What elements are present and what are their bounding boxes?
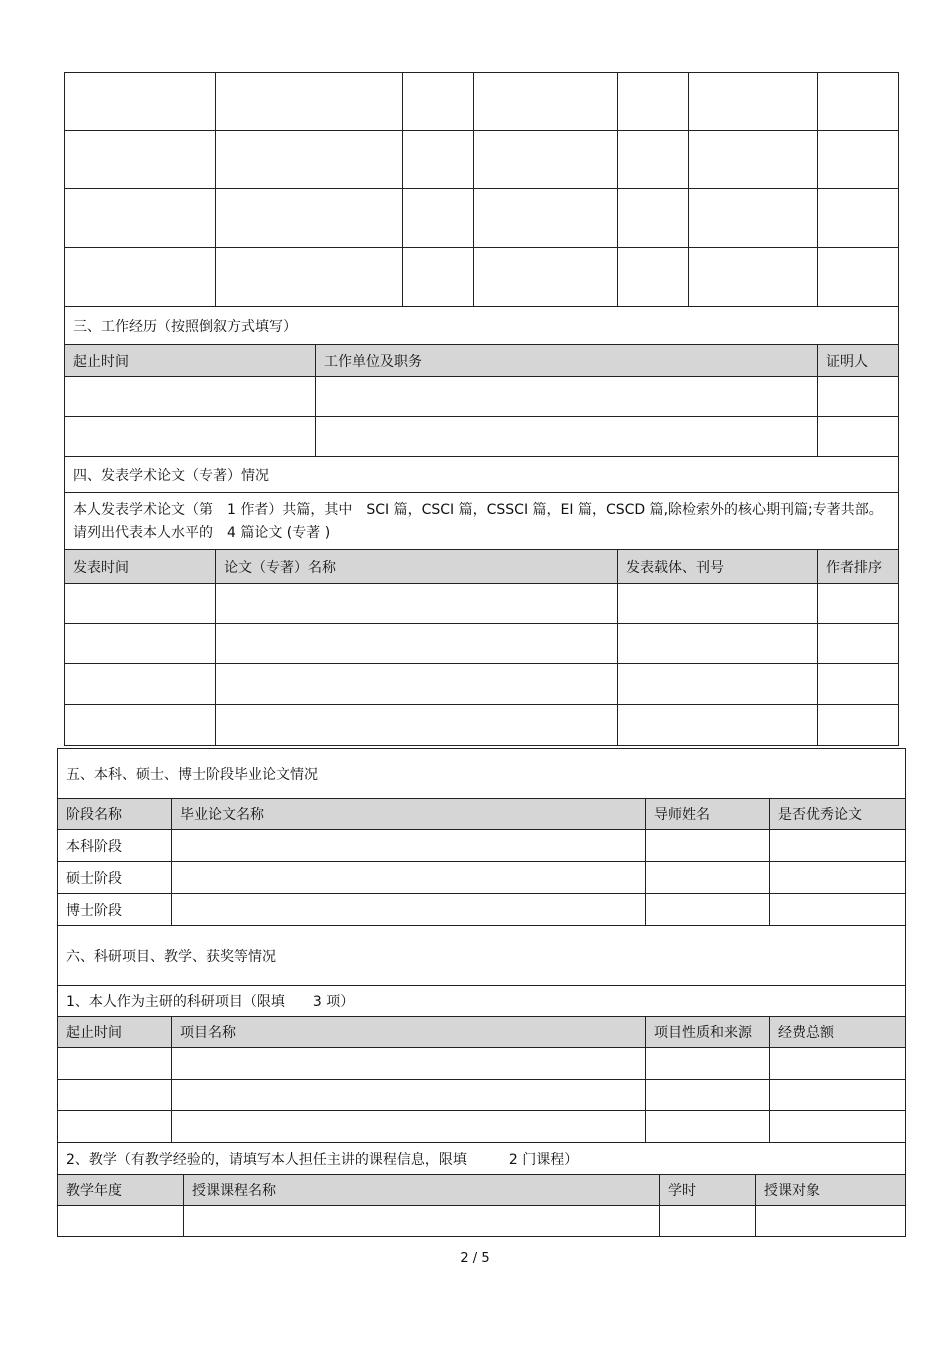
blank-cell[interactable] (474, 189, 618, 248)
blank-cell[interactable] (65, 73, 216, 131)
blank-cell[interactable] (818, 73, 899, 131)
blank-cell[interactable] (65, 377, 316, 417)
blank-cell[interactable] (770, 1111, 906, 1143)
blank-cell[interactable] (316, 417, 818, 457)
blank-cell[interactable] (689, 248, 818, 307)
stage-label-bachelor: 本科阶段 (58, 830, 172, 862)
section-6-sub2-title: 2、教学（有教学经验的，请填写本人担任主讲的课程信息，限填 2 门课程） (58, 1143, 906, 1175)
blank-cell[interactable] (646, 862, 770, 894)
blank-cell[interactable] (65, 248, 216, 307)
blank-cell[interactable] (770, 830, 906, 862)
col-header-teaching-year: 教学年度 (58, 1175, 184, 1206)
blank-cell[interactable] (403, 131, 474, 189)
blank-cell[interactable] (65, 189, 216, 248)
col-header-journal: 发表载体、刊号 (618, 550, 818, 584)
table-row (65, 584, 899, 624)
blank-cell[interactable] (770, 1048, 906, 1080)
blank-cell[interactable] (689, 131, 818, 189)
table-row (65, 664, 899, 705)
table-row (65, 189, 899, 248)
table-row (65, 705, 899, 746)
blank-cell[interactable] (618, 73, 689, 131)
blank-cell[interactable] (646, 1048, 770, 1080)
col-header-period: 起止时间 (65, 345, 316, 377)
blank-cell[interactable] (618, 131, 689, 189)
col-header-referee: 证明人 (818, 345, 899, 377)
col-header-project-source: 项目性质和来源 (646, 1017, 770, 1048)
blank-cell[interactable] (618, 584, 818, 624)
table-row (65, 248, 899, 307)
blank-cell[interactable] (818, 131, 899, 189)
table-row (58, 862, 906, 894)
col-header-course-name: 授课课程名称 (184, 1175, 660, 1206)
blank-cell[interactable] (618, 664, 818, 705)
blank-cell[interactable] (216, 705, 618, 746)
upper-form-table (64, 72, 899, 746)
blank-cell[interactable] (172, 1080, 646, 1111)
blank-cell[interactable] (58, 1111, 172, 1143)
section-6-sub2-header-row (58, 1175, 906, 1206)
blank-cell[interactable] (184, 1206, 660, 1237)
blank-cell[interactable] (216, 584, 618, 624)
table-row (65, 624, 899, 664)
stage-label-master: 硕士阶段 (58, 862, 172, 894)
col-header-pub-date: 发表时间 (65, 550, 216, 584)
blank-cell[interactable] (172, 862, 646, 894)
lower-form-table (57, 748, 906, 1237)
blank-cell[interactable] (403, 248, 474, 307)
blank-cell[interactable] (689, 73, 818, 131)
col-header-audience: 授课对象 (756, 1175, 906, 1206)
blank-cell[interactable] (216, 664, 618, 705)
table-row (65, 417, 899, 457)
blank-cell[interactable] (818, 377, 899, 417)
table-row (65, 377, 899, 417)
col-header-advisor: 导师姓名 (646, 799, 770, 830)
col-header-funding: 经费总额 (770, 1017, 906, 1048)
blank-cell[interactable] (474, 73, 618, 131)
table-row (58, 830, 906, 862)
table-row (58, 1206, 906, 1237)
blank-cell[interactable] (818, 705, 899, 746)
blank-cell[interactable] (65, 705, 216, 746)
col-header-thesis-title: 毕业论文名称 (172, 799, 646, 830)
blank-cell[interactable] (618, 705, 818, 746)
blank-cell[interactable] (216, 189, 403, 248)
section-3-title: 三、工作经历（按照倒叙方式填写） (65, 307, 899, 345)
blank-cell[interactable] (818, 584, 899, 624)
blank-cell[interactable] (58, 1206, 184, 1237)
blank-cell[interactable] (646, 1111, 770, 1143)
blank-cell[interactable] (65, 664, 216, 705)
table-row (58, 1111, 906, 1143)
stage-label-doctor: 博士阶段 (58, 894, 172, 926)
section-4-intro: 本人发表学术论文（第 1 作者）共篇，其中 SCI 篇，CSCI 篇，CSSCI 篇，EI 篇，CSCD 篇,除检索外的核心期刊篇;专著共部。请列出代表本人水平的 4 篇论文 (专著 ) (65, 493, 899, 550)
col-header-paper-title: 论文（专著）名称 (216, 550, 618, 584)
blank-cell[interactable] (58, 1080, 172, 1111)
section-4-header-row (65, 550, 899, 584)
blank-cell[interactable] (65, 131, 216, 189)
page-number: 2 / 5 (460, 1251, 490, 1266)
blank-cell[interactable] (216, 73, 403, 131)
table-row (58, 894, 906, 926)
section-6-sub1-header-row (58, 1017, 906, 1048)
blank-cell[interactable] (818, 417, 899, 457)
table-row (58, 1080, 906, 1111)
section-5-title: 五、本科、硕士、博士阶段毕业论文情况 (58, 749, 906, 799)
blank-cell[interactable] (618, 624, 818, 664)
blank-cell[interactable] (58, 1048, 172, 1080)
section-6-title: 六、科研项目、教学、获奖等情况 (58, 926, 906, 986)
blank-cell[interactable] (65, 584, 216, 624)
blank-cell[interactable] (618, 248, 689, 307)
blank-cell[interactable] (216, 624, 618, 664)
section-3-header-row (65, 345, 899, 377)
blank-cell[interactable] (65, 624, 216, 664)
table-row (65, 131, 899, 189)
blank-cell[interactable] (770, 894, 906, 926)
col-header-hours: 学时 (660, 1175, 756, 1206)
blank-cell[interactable] (65, 417, 316, 457)
col-header-stage: 阶段名称 (58, 799, 172, 830)
blank-cell[interactable] (172, 1048, 646, 1080)
blank-cell[interactable] (618, 189, 689, 248)
blank-cell[interactable] (172, 830, 646, 862)
blank-cell[interactable] (818, 624, 899, 664)
blank-cell[interactable] (316, 377, 818, 417)
blank-cell[interactable] (756, 1206, 906, 1237)
blank-cell[interactable] (770, 862, 906, 894)
col-header-author-rank: 作者排序 (818, 550, 899, 584)
col-header-employer: 工作单位及职务 (316, 345, 818, 377)
blank-cell[interactable] (474, 131, 618, 189)
blank-cell[interactable] (474, 248, 618, 307)
section-4-title: 四、发表学术论文（专著）情况 (65, 457, 899, 493)
blank-cell[interactable] (646, 830, 770, 862)
table-row (65, 73, 899, 131)
blank-cell[interactable] (216, 131, 403, 189)
blank-cell[interactable] (646, 1080, 770, 1111)
section-6-sub1-title: 1、本人作为主研的科研项目（限填 3 项） (58, 986, 906, 1017)
blank-cell[interactable] (403, 189, 474, 248)
blank-cell[interactable] (216, 248, 403, 307)
blank-cell[interactable] (818, 248, 899, 307)
blank-cell[interactable] (660, 1206, 756, 1237)
blank-cell[interactable] (770, 1080, 906, 1111)
blank-cell[interactable] (818, 189, 899, 248)
blank-cell[interactable] (818, 664, 899, 705)
blank-cell[interactable] (172, 894, 646, 926)
section-5-header-row (58, 799, 906, 830)
col-header-project-period: 起止时间 (58, 1017, 172, 1048)
blank-cell[interactable] (689, 189, 818, 248)
blank-cell[interactable] (403, 73, 474, 131)
table-row (58, 1048, 906, 1080)
col-header-excellent: 是否优秀论文 (770, 799, 906, 830)
col-header-project-name: 项目名称 (172, 1017, 646, 1048)
blank-cell[interactable] (172, 1111, 646, 1143)
blank-cell[interactable] (646, 894, 770, 926)
